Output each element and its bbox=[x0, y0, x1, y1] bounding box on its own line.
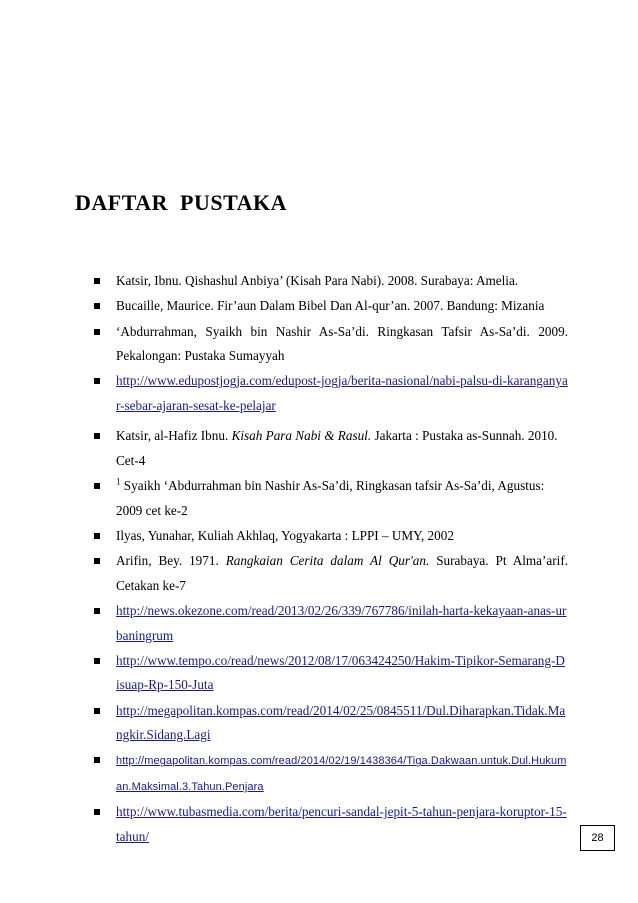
reference-link[interactable]: http://megapolitan.kompas.com/read/2014/02/19/1438364/Tiga.Dakwaan.untuk.Dul.Hukuman.Maksimal.3.Tahun.Penjara bbox=[116, 755, 567, 793]
square-bullet-icon bbox=[94, 483, 100, 489]
reference-link[interactable]: http://www.edupostjogja.com/edupost-jogja/berita-nasional/nabi-palsu-di-karanganyar-sebar-ajaran-sesat-ke-pelajar bbox=[116, 373, 568, 413]
reference-item bbox=[92, 369, 568, 418]
square-bullet-icon bbox=[94, 658, 100, 664]
reference-text: Katsir, al-Hafiz Ibnu. bbox=[116, 428, 232, 444]
reference-item bbox=[92, 524, 568, 549]
reference-link[interactable]: http://www.tempo.co/read/news/2012/08/17/063424250/Hakim-Tipikor-Semarang-Disuap-Rp-150-Juta bbox=[116, 652, 565, 693]
reference-text: ‘Abdurrahman, Syaikh bin Nashir As-Sa’di. Ringkasan Tafsir As-Sa’di. 2009. Pekalongan: Pustaka Sumayyah bbox=[116, 323, 568, 364]
reference-item bbox=[92, 800, 568, 849]
reference-item bbox=[92, 549, 568, 598]
square-bullet-icon bbox=[94, 433, 100, 439]
reference-text: Surabaya. Pt Alma’arif. Cetakan ke-7 bbox=[116, 553, 569, 593]
reference-list bbox=[92, 269, 568, 850]
reference-link[interactable]: http://news.okezone.com/read/2013/02/26/339/767786/inilah-harta-kekayaan-anas-urbaningrum bbox=[116, 603, 567, 643]
reference-item bbox=[92, 269, 568, 294]
square-bullet-icon bbox=[94, 558, 100, 564]
reference-item bbox=[92, 294, 568, 319]
page-number: 28 bbox=[580, 825, 615, 851]
reference-link[interactable]: http://www.tubasmedia.com/berita/pencuri-sandal-jepit-5-tahun-penjara-koruptor-15-tahun/ bbox=[116, 804, 567, 844]
square-bullet-icon bbox=[94, 533, 100, 539]
reference-text: Jakarta : Pustaka as-Sunnah. 2010. Cet-4 bbox=[116, 428, 558, 468]
reference-item bbox=[92, 424, 568, 473]
square-bullet-icon bbox=[94, 809, 100, 815]
page-title: DAFTAR PUSTAKA bbox=[75, 190, 288, 215]
square-bullet-icon bbox=[94, 708, 100, 714]
square-bullet-icon bbox=[94, 757, 100, 763]
reference-item bbox=[92, 474, 568, 523]
square-bullet-icon bbox=[94, 329, 100, 335]
reference-item bbox=[92, 748, 568, 799]
reference-text: Syaikh ‘Abdurrahman bin Nashir As-Sa’di, Ringkasan tafsir As-Sa’di, Agustus: 2009 cet ke-2 bbox=[116, 478, 545, 518]
reference-text: Bucaille, Maurice. Fir’aun Dalam Bibel Dan Al-qur’an. 2007. Bandung: Mizania bbox=[116, 298, 545, 314]
reference-item bbox=[92, 599, 568, 648]
square-bullet-icon bbox=[94, 608, 100, 614]
reference-item bbox=[92, 320, 568, 369]
footnote-marker: 1 bbox=[116, 476, 121, 487]
square-bullet-icon bbox=[94, 378, 100, 384]
square-bullet-icon bbox=[94, 303, 100, 309]
reference-item bbox=[92, 649, 568, 698]
square-bullet-icon bbox=[94, 278, 100, 284]
reference-text: Ilyas, Yunahar, Kuliah Akhlaq, Yogyakarta : LPPI – UMY, 2002 bbox=[116, 527, 454, 543]
reference-link[interactable]: http://megapolitan.kompas.com/read/2014/02/25/0845511/Dul.Diharapkan.Tidak.Mangkir.Sidang.Lagi bbox=[116, 702, 566, 743]
reference-text: Arifin, Bey. 1971. bbox=[116, 553, 226, 569]
reference-title-italic: Kisah Para Nabi & Rasul. bbox=[231, 428, 372, 444]
reference-title-italic: Rangkaian Cerita dalam Al Qur'an. bbox=[225, 553, 430, 569]
reference-item bbox=[92, 699, 568, 748]
reference-text: Katsir, Ibnu. Qishashul Anbiya’ (Kisah Para Nabi). 2008. Surabaya: Amelia. bbox=[116, 273, 519, 288]
